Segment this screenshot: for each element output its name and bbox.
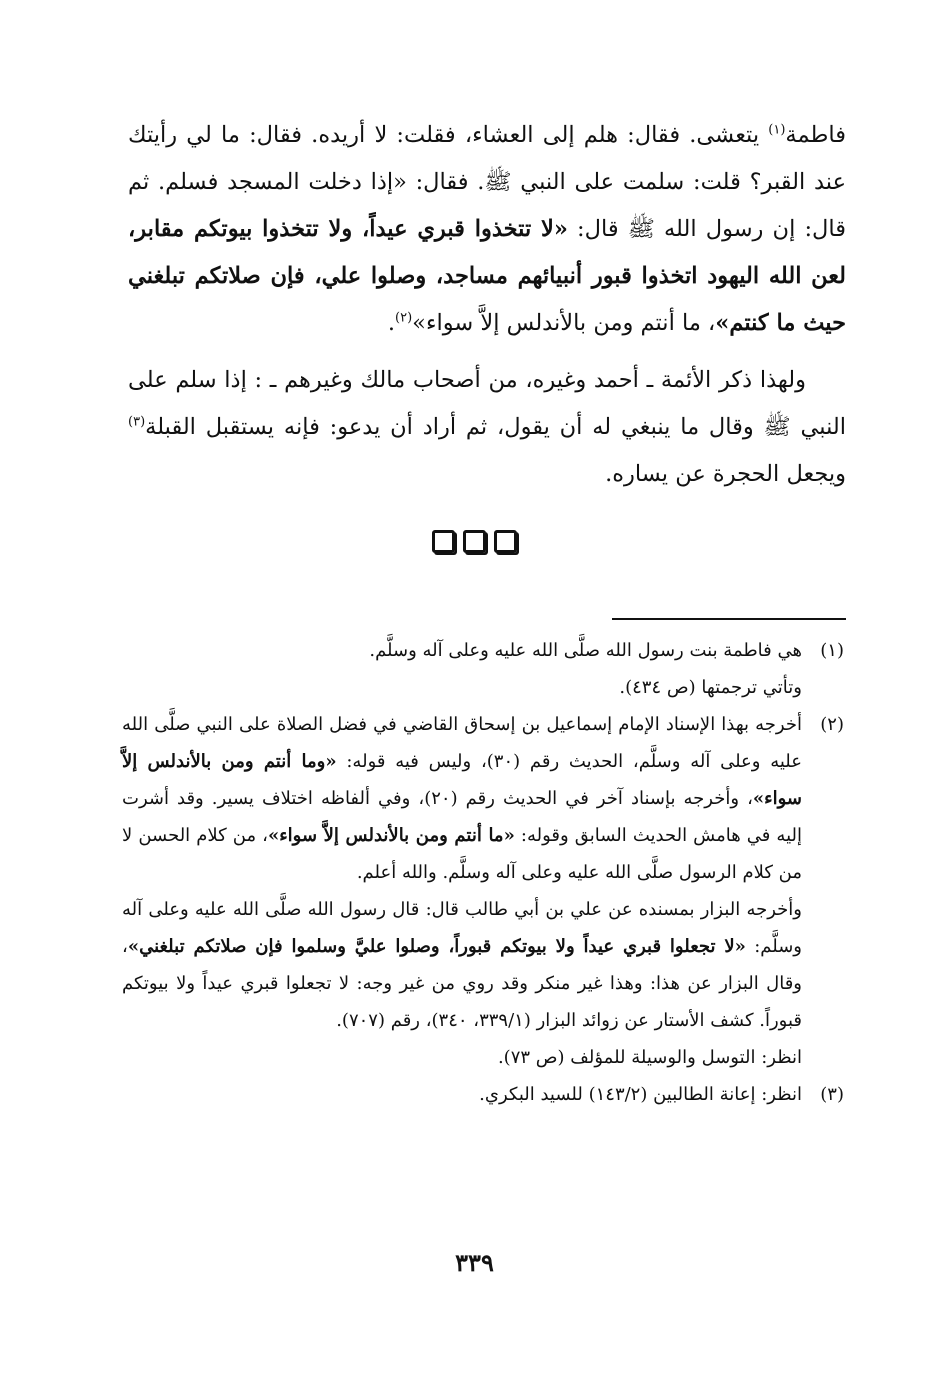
footnote-paragraph: انظر: التوسل والوسيلة للمؤلف (ص ٧٣). xyxy=(497,1047,802,1068)
hadith-quote: «لا تتخذوا قبري عيداً، ولا تتخذوا بيوتكم مقابر، لعن الله اليهود اتخذوا قبور أنبيائهم مساجد، وصلوا علي، فإن صلاتكم تبلغني حيث ما كنتم» xyxy=(128,216,846,336)
footnote-3 xyxy=(122,1076,844,1113)
p2-text-2: ويجعل الحجرة عن يساره. xyxy=(605,461,846,487)
footnote-number: (٢) xyxy=(820,714,844,735)
footnote-2 xyxy=(122,706,844,1076)
main-text xyxy=(128,112,846,498)
footnote-text: أخرجه بهذا الإسناد الإمام إسماعيل بن إسحاق القاضي في فضل الصلاة على النبي صلَّى الله عليه وعلى آله وسلَّم، الحديث رقم (٣٠)، وليس فيه قوله: xyxy=(122,714,802,772)
footnote-text: وأخرجه البزار بمسنده عن علي بن أبي طالب قال: قال رسول الله صلَّى الله عليه وعلى آله وسلَّم: xyxy=(122,899,802,957)
p2-text-1: ولهذا ذكر الأئمة ـ أحمد وغيره، من أصحاب مالك وغيرهم ـ : إذا سلم على النبي ﷺ وقال ما ينبغي له أن يقول، ثم أراد أن يدعو: فإنه يستقبل القبلة xyxy=(128,367,846,440)
footnote-quote: «وما أنتم ومن بالأندلس إلاَّ سواء» xyxy=(122,751,802,809)
paragraph-1 xyxy=(128,112,846,347)
footnote-1 xyxy=(122,632,844,706)
footnote-ref-3: (٣) xyxy=(128,414,146,430)
footnote-paragraph xyxy=(122,706,802,891)
footnote-ref-2: (٢) xyxy=(395,310,413,326)
p1-text-4: . xyxy=(387,310,396,336)
footnote-quote: «لا تجعلوا قبري عيداً ولا بيوتكم قبوراً، وصلوا عليَّ وسلموا فإن صلاتكم تبلغني» xyxy=(127,936,746,957)
footnotes xyxy=(122,632,844,1113)
footnote-number: (١) xyxy=(820,640,844,661)
footnote-text: ، وأخرجه بإسناد آخر في الحديث رقم (٢٠)، وفي ألفاظه اختلاف يسير. وقد أشرت إليه في هامش الحديث السابق وقوله: xyxy=(122,788,802,846)
section-divider xyxy=(0,530,949,557)
p1-text-2: يتعشى. فقال: هلم إلى العشاء، فقلت: لا أريده. فقال: ما لي رأيتك عند القبر؟ قلت: سلمت على النبي ﷺ. فقال: «إذا دخلت المسجد فسلم. ثم قال: إن رسول الله ﷺ قال: xyxy=(128,122,846,242)
p1-text-1: فاطمة xyxy=(785,122,846,148)
paragraph-2 xyxy=(128,357,846,498)
section-box-icon xyxy=(463,530,486,553)
footnote-paragraph xyxy=(122,891,802,1039)
section-box-icon xyxy=(432,530,455,553)
footnote-line: هي فاطمة بنت رسول الله صلَّى الله عليه وعلى آله وسلَّم. xyxy=(369,640,802,661)
footnote-ref-1: (١) xyxy=(768,122,786,138)
page-number: ٣٣٩ xyxy=(455,1248,494,1277)
footnote-line: انظر: إعانة الطالبين (١٤٣/٢) للسيد البكري. xyxy=(479,1084,802,1105)
footnote-separator xyxy=(612,618,846,620)
section-box-icon xyxy=(494,530,517,553)
footnote-line: وتأتي ترجمتها (ص ٤٣٤). xyxy=(619,677,802,698)
footnote-number: (٣) xyxy=(820,1084,844,1105)
p1-text-3: ، ما أنتم ومن بالأندلس إلاَّ سواء» xyxy=(412,310,716,336)
footnote-text: ، من كلام الحسن لا من كلام الرسول صلَّى الله عليه وعلى آله وسلَّم. والله أعلم. xyxy=(122,825,802,883)
footnote-text: ، وقال البزار عن هذا: وهذا غير منكر وقد روي من غير وجه: لا تجعلوا قبري عيداً ولا بيوتكم قبوراً. كشف الأستار عن زوائد البزار (٣٣٩/١، ٣٤٠)، رقم (٧٠٧). xyxy=(122,936,802,1031)
footnote-quote: «ما أنتم ومن بالأندلس إلاَّ سواء» xyxy=(267,825,515,846)
